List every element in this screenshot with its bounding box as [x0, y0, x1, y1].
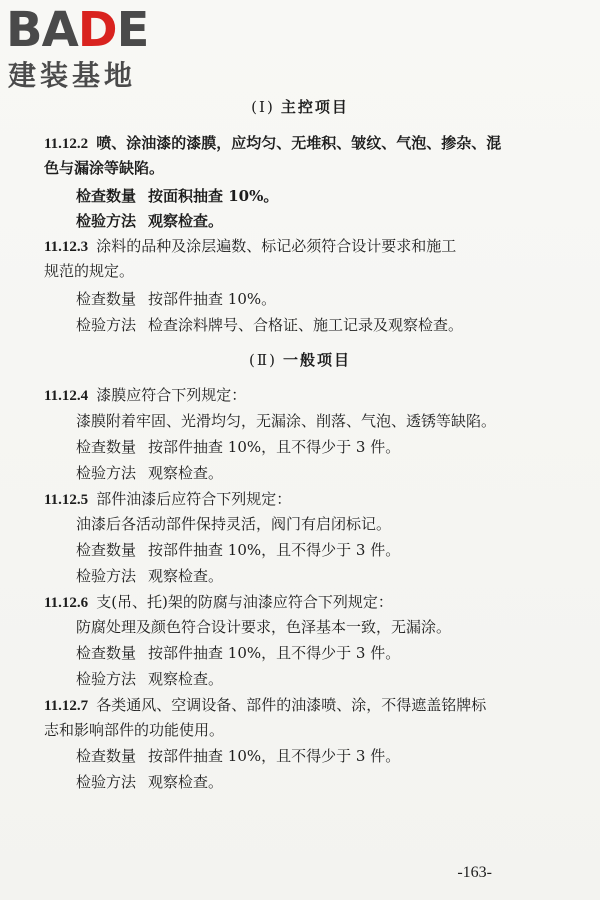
clause-11-12-7-method: 检验方法 观察检查。	[76, 773, 224, 791]
logo-subtitle: 建装基地	[8, 59, 137, 92]
clause-11-12-5-line1: 11.12.5 部件油漆后应符合下列规定：	[44, 490, 292, 508]
clause-11-12-5-line2: 油漆后各活动部件保持灵活，阀门有启闭标记。	[76, 515, 392, 533]
clause-11-12-2-quantity: 检查数量 按面积抽查 10%。	[76, 187, 279, 205]
clause-11-12-4-quantity: 检查数量 按部件抽查 10%，且不得少于 3 件。	[76, 438, 401, 456]
clause-11-12-5-method: 检验方法 观察检查。	[76, 567, 224, 585]
bade-logo	[6, 4, 181, 94]
clause-11-12-6-method: 检验方法 观察检查。	[76, 670, 224, 688]
logo-wordmark: BADE	[6, 2, 149, 58]
clause-11-12-3-method: 检验方法 检查涂料牌号、合格证、施工记录及观察检查。	[76, 316, 464, 334]
clause-11-12-6-line2: 防腐处理及颜色符合设计要求，色泽基本一致，无漏涂。	[76, 618, 452, 636]
section-title-general: (Ⅱ) 一般项目	[249, 351, 351, 369]
clause-11-12-7-line2: 志和影响部件的功能使用。	[44, 721, 225, 739]
clause-11-12-2-line1: 11.12.2 喷、涂油漆的漆膜，应均匀、无堆积、皱纹、气泡、掺杂、混	[44, 134, 502, 152]
clause-11-12-7-quantity: 检查数量 按部件抽查 10%，且不得少于 3 件。	[76, 747, 401, 765]
clause-11-12-2-line2: 色与漏涂等缺陷。	[44, 159, 165, 177]
clause-11-12-6-line1: 11.12.6 支(吊、托)架的防腐与油漆应符合下列规定：	[44, 593, 393, 611]
clause-11-12-2-method: 检验方法 观察检查。	[76, 212, 224, 230]
clause-11-12-4-line1: 11.12.4 漆膜应符合下列规定：	[44, 386, 247, 404]
clause-11-12-3-line2: 规范的规定。	[44, 262, 135, 280]
clause-11-12-3-quantity: 检查数量 按部件抽查 10%。	[76, 290, 277, 308]
clause-11-12-5-quantity: 检查数量 按部件抽查 10%，且不得少于 3 件。	[76, 541, 401, 559]
clause-11-12-7-line1: 11.12.7 各类通风、空调设备、部件的油漆喷、涂，不得遮盖铭牌标	[44, 696, 487, 714]
clause-11-12-6-quantity: 检查数量 按部件抽查 10%，且不得少于 3 件。	[76, 644, 401, 662]
clause-11-12-3-line1: 11.12.3 涂料的品种及涂层遍数、标记必须符合设计要求和施工	[44, 237, 457, 255]
section-title-main-control: (Ⅰ) 主控项目	[251, 98, 349, 116]
clause-11-12-4-line2: 漆膜附着牢固、光滑均匀，无漏涂、削落、气泡、透锈等缺陷。	[76, 412, 497, 430]
clause-11-12-4-method: 检验方法 观察检查。	[76, 464, 224, 482]
page-number: -163-	[457, 864, 492, 881]
